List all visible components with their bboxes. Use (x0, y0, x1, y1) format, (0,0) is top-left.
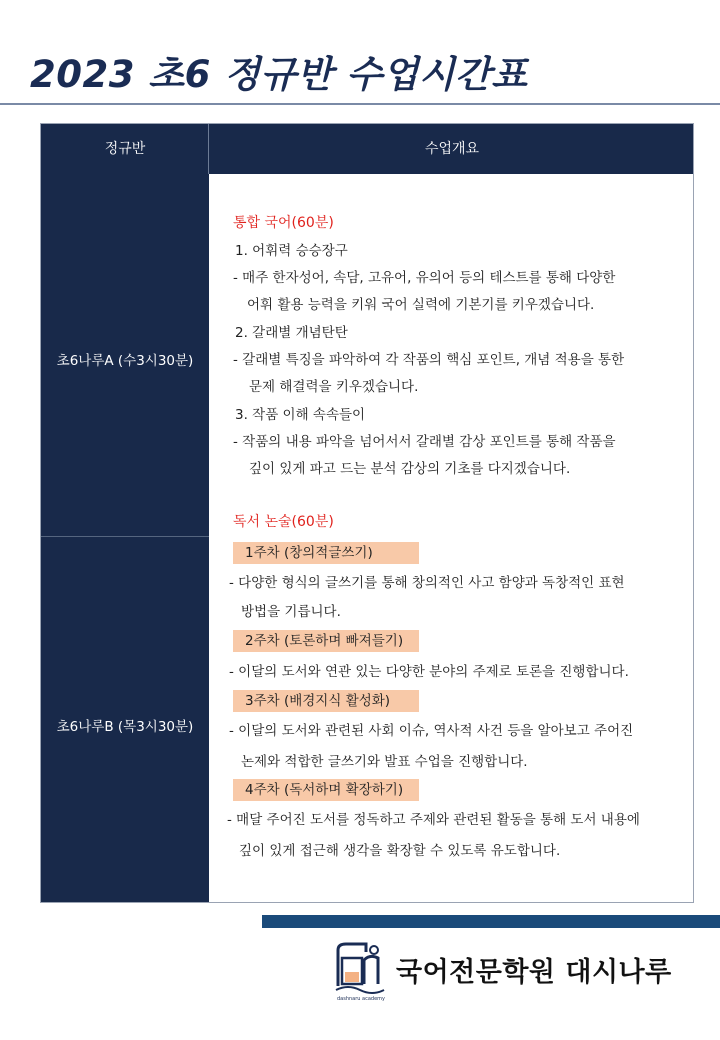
logo-caption: dashnaru academy (336, 996, 385, 1002)
header-overview: 수업개요 (424, 141, 480, 157)
academy-name: 국어전문학원 대시나루 (396, 957, 672, 988)
week-3-line: 논제와 적합한 글쓰기와 발표 수업을 진행합니다. (241, 754, 528, 770)
schedule-table (40, 123, 694, 903)
korean-line: - 작품의 내용 파악을 넘어서서 갈래별 감상 포인트를 통해 작품을 (233, 434, 616, 450)
korean-line: - 매주 한자성어, 속담, 고유어, 유의어 등의 테스트를 통해 다양한 (233, 270, 616, 286)
korean-title: 통합 국어(60분) (233, 215, 334, 231)
week-2-line: - 이달의 도서와 연관 있는 다양한 분야의 주제로 토론을 진행합니다. (229, 664, 629, 680)
table-header (41, 124, 693, 174)
academy-logo-icon (334, 940, 386, 1002)
reading-title: 독서 논술(60분) (233, 514, 334, 530)
overview-content (209, 174, 695, 904)
class-column (41, 124, 209, 902)
korean-line: 2. 갈래별 개념탄탄 (235, 325, 348, 341)
week-1-line: 방법을 기릅니다. (241, 604, 341, 620)
header-class: 정규반 (104, 141, 146, 157)
week-3-label: 3주차 (배경지식 활성화) (233, 690, 419, 712)
class-label-a: 초6나루A (수3시30분) (56, 353, 194, 369)
page-title: 2023 초6 정규반 수업시간표 (30, 53, 528, 96)
week-4-label: 4주차 (독서하며 확장하기) (233, 779, 419, 801)
korean-line: - 갈래별 특징을 파악하여 각 작품의 핵심 포인트, 개념 적용을 통한 (233, 352, 625, 368)
week-3-line: - 이달의 도서와 관련된 사회 이슈, 역사적 사건 등을 알아보고 주어진 (229, 723, 634, 739)
week-4-line: - 매달 주어진 도서를 정독하고 주제와 관련된 활동을 통해 도서 내용에 (227, 812, 640, 828)
korean-line: 문제 해결력을 키우겠습니다. (249, 379, 419, 395)
korean-line: 3. 작품 이해 속속들이 (235, 407, 366, 423)
title-divider (0, 103, 720, 105)
week-4-line: 깊이 있게 접근해 생각을 확장할 수 있도록 유도합니다. (239, 843, 561, 859)
korean-line: 깊이 있게 파고 드는 분석 감상의 기초를 다지겠습니다. (249, 461, 571, 477)
week-1-label: 1주차 (창의적글쓰기) (233, 542, 419, 564)
row-divider (41, 536, 209, 537)
week-2-label: 2주차 (토론하며 빠져들기) (233, 630, 419, 652)
class-label-b: 초6나루B (목3시30분) (56, 719, 194, 735)
footer-bar (262, 915, 720, 928)
week-1-line: - 다양한 형식의 글쓰기를 통해 창의적인 사고 함양과 독창적인 표현 (229, 575, 625, 591)
korean-line: 1. 어휘력 승승장구 (235, 243, 348, 259)
korean-line: 어휘 활용 능력을 키워 국어 실력에 기본기를 키우겠습니다. (247, 297, 595, 313)
